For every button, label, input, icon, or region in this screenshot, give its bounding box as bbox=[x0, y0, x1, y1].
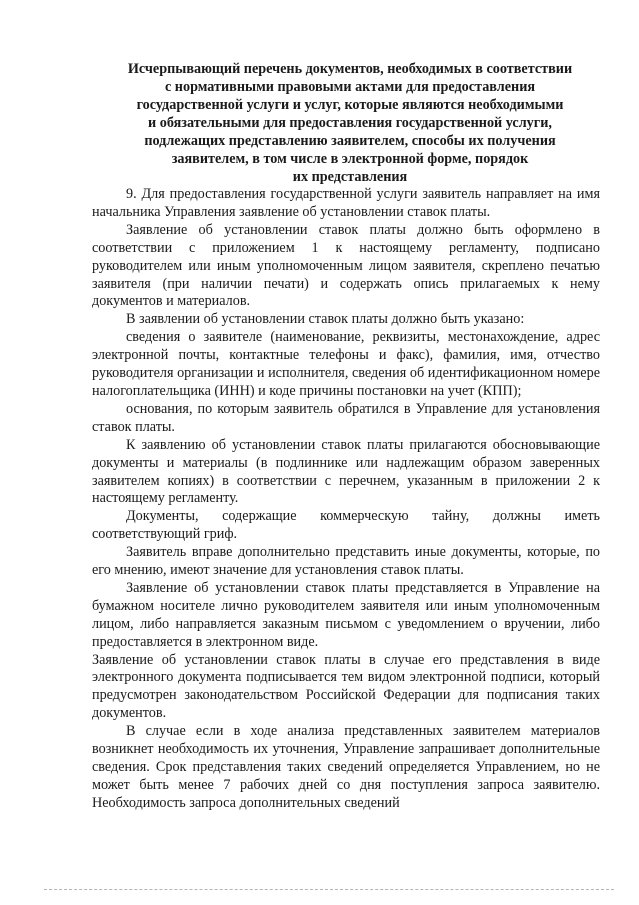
heading-line: государственной услуги и услуг, которые являются необходимыми bbox=[136, 97, 564, 113]
paragraph-attachments: К заявлению об установлении ставок платы прилагаются обосновывающие документы и материалы (в подлиннике или надлежащим образом заверенных заявителем копиях) в соответствии с перечнем, указанным в приложении 2 к настоящему регламенту. bbox=[92, 436, 600, 507]
paragraph-clarification: В случае если в ходе анализа представленных заявителем материалов возникнет необходимость их уточнения, Управление запрашивает дополнительные сведения. Срок представления таких сведений определяется Управлением, но не может быть менее 7 рабочих дней со дня поступления запроса заявителю. Необходимость запроса дополнительных сведений bbox=[92, 723, 600, 811]
paragraph-submission: Заявление об установлении ставок платы представляется в Управление на бумажном носителе лично руководителем заявителя или иным уполномоченным лицом, либо направляется заказным письмом с уведомлением о вручении, либо предоставляется в электронном виде. bbox=[92, 579, 600, 650]
paragraph-application-form: Заявление об установлении ставок платы должно быть оформлено в соответствии с приложением 1 к настоящему регламенту, подписано руководителем или иным уполномоченным лицом заявителя, скреплено печатью заявителя (при наличии печати) и содержать опись прилагаемых к нему документов и материалов. bbox=[92, 221, 600, 310]
paragraph-trade-secret: Документы, содержащие коммерческую тайну, должны иметь соответствующий гриф. bbox=[92, 508, 600, 543]
heading-line: их представления bbox=[292, 169, 408, 185]
heading-line: Исчерпывающий перечень документов, необходимых в соответствии bbox=[127, 61, 573, 77]
paragraph-grounds: основания, по которым заявитель обратился в Управление для установления ставок платы. bbox=[92, 400, 600, 435]
heading-line: с нормативными правовыми актами для предоставления bbox=[164, 79, 536, 95]
document-body bbox=[92, 186, 600, 813]
heading-line: подлежащих представлению заявителем, способы их получения bbox=[144, 133, 556, 149]
paragraph-item-9: 9. Для предоставления государственной услуги заявитель направляет на имя начальника Управления заявление об установлении ставок платы. bbox=[92, 186, 600, 220]
paragraph-additional-docs: Заявитель вправе дополнительно представить иные документы, которые, по его мнению, имеют значение для установления ставок платы. bbox=[92, 544, 600, 579]
page-bottom-divider bbox=[44, 889, 614, 890]
paragraph-applicant-info: сведения о заявителе (наименование, реквизиты, местонахождение, адрес электронной почты, контактные телефоны и факс), фамилия, имя, отчество руководителя организации и исполнителя, сведения об идентификационном номере налогоплательщика (ИНН) и коде причины постановки на учет (КПП); bbox=[92, 329, 600, 399]
paragraph-application-contents: В заявлении об установлении ставок платы должно быть указано: bbox=[126, 311, 525, 328]
heading-line: заявителем, в том числе в электронной форме, порядок bbox=[171, 151, 529, 167]
document-heading bbox=[90, 60, 610, 186]
heading-line: и обязательными для предоставления государственной услуги, bbox=[148, 115, 552, 131]
paragraph-electronic-signature: Заявление об установлении ставок платы в случае его представления в виде электронного документа подписывается тем видом электронной подписи, который предусмотрен законодательством Российской Федерации для подписания таких документов. bbox=[92, 651, 600, 722]
